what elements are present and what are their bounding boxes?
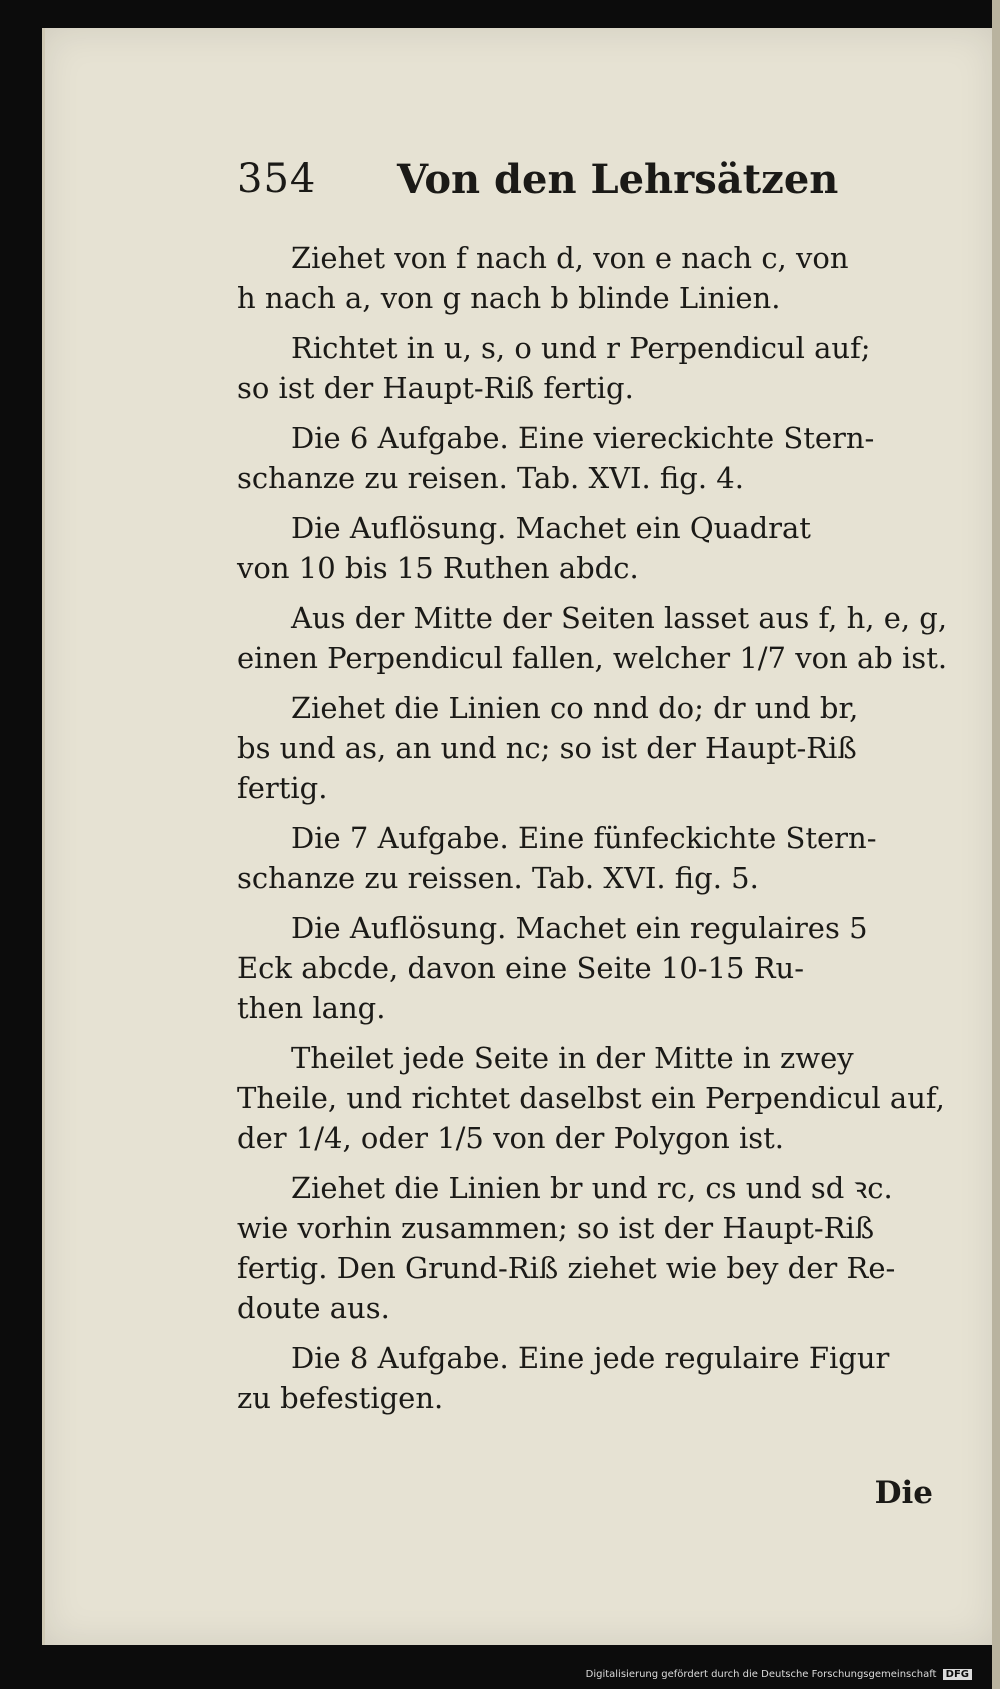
text-line: schanze zu reissen. Tab. XVI. fig. 5. [237,861,759,895]
paragraph [237,1038,945,1158]
paragraph [237,1338,937,1418]
paragraph [237,818,937,898]
neighbor-page-strip [992,0,1000,1689]
text-line: then lang. [237,991,386,1025]
text-line: der 1/4, oder 1/5 von der Polygon ist. [237,1121,785,1155]
text-line: zu befestigen. [237,1381,444,1415]
running-head: Von den Lehrsätzen [397,156,839,203]
text-line: doute aus. [237,1291,390,1325]
page-header [237,150,937,220]
catchword: Die [874,1475,933,1511]
text-line: Ziehet von f nach d, von e nach c, von [291,241,849,275]
text-line: von 10 bis 15 Ruthen abdc. [237,551,639,585]
text-line: Theile, und richtet daselbst ein Perpendicul auf, [237,1081,945,1115]
text-line: einen Perpendicul fallen, welcher 1/7 von ab ist. [237,641,948,675]
paragraph [237,688,937,808]
paragraph [237,1168,937,1328]
paragraph [237,238,937,318]
text-line: Eck abcde, davon eine Seite 10-15 Ru- [237,951,805,985]
dfg-logo: DFG [943,1669,972,1680]
text-line: Die 7 Aufgabe. Eine fünfeckichte Stern- [291,821,877,855]
text-line: Aus der Mitte der Seiten lasset aus f, h, e, g, [291,601,948,635]
credit-text: Digitalisierung gefördert durch die Deutsche Forschungsgemeinschaft [585,1669,937,1680]
paragraph [237,418,937,498]
text-line: Theilet jede Seite in der Mitte in zwey [291,1041,854,1075]
text-line: Die 8 Aufgabe. Eine jede regulaire Figur [291,1341,890,1375]
paragraph [237,328,937,408]
text-line: Die Auflösung. Machet ein regulaires 5 [291,911,868,945]
text-line: Die Auflösung. Machet ein Quadrat [291,511,811,545]
text-line: schanze zu reisen. Tab. XVI. fig. 4. [237,461,744,495]
page-edge [42,28,45,1645]
text-line: bs und as, an und nc; so ist der Haupt-Riß [237,731,857,765]
text-line: fertig. [237,771,328,805]
paragraph [237,508,937,588]
digitization-credit [586,1669,972,1680]
paragraph [237,598,948,678]
text-line: Ziehet die Linien co nnd do; dr und br, [291,691,859,725]
text-line: wie vorhin zusammen; so ist der Haupt-Riß [237,1211,875,1245]
text-line: Ziehet die Linien br und rc, cs und sd ꝛc. [291,1171,893,1205]
text-line: fertig. Den Grund-Riß ziehet wie bey der Re- [237,1251,896,1285]
text-line: h nach a, von g nach b blinde Linien. [237,281,781,315]
page-number: 354 [237,156,317,202]
text-line: so ist der Haupt-Riß fertig. [237,371,634,405]
page-text [237,150,948,1511]
paragraph [237,908,937,1028]
text-line: Richtet in u, s, o und r Perpendicul auf; [291,331,871,365]
text-line: Die 6 Aufgabe. Eine viereckichte Stern- [291,421,875,455]
